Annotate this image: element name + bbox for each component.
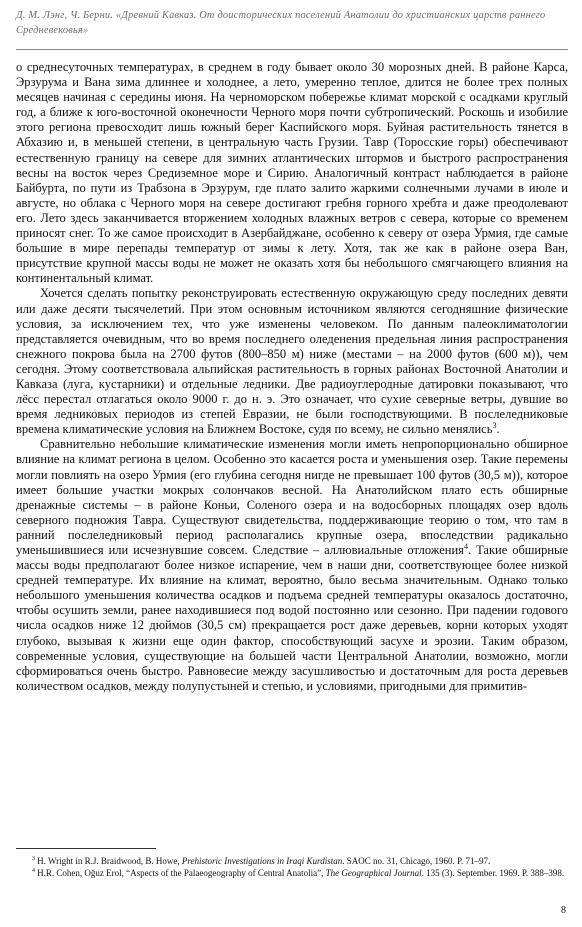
- footnote-3-number: 3: [32, 856, 35, 862]
- paragraph-3: [16, 437, 568, 694]
- body-text: [16, 60, 568, 694]
- footnote-ref-3[interactable]: 3: [492, 421, 497, 431]
- footnote-3-title: Prehistoric Investigations in Iraqi Kurdistan: [181, 856, 343, 866]
- footnote-rule: [16, 848, 156, 849]
- paragraph-1: о среднесуточных температурах, в среднем в году бывает около 30 морозных дней. В районе Карса, Эрзурума и Вана зима длиннее и холоднее, а лето, умеренно теплое, длится не более трех полных месяцев начиная с середины июня. На черноморском побережье климат морской с осадками круглый год, а ближе к юго-восточной оконечности Черного моря почти субтропический. Роскошь и изобилие этого региона превосходит лишь южный берег Каспийского моря. Буйная растительность тянется в Абхазию и, в меньшей степени, в центральную часть Грузии. Тавр (Торосские горы) обеспечивают естественную границу на севере для зимних атлантических штормов и быстрого распространения весны на восток через Средиземное море и Сирию. Аналогичный контраст наблюдается в районе Байбурта, по пути из Трабзона в Эрзурум, где плато залито жаркими солнечными лучами в июле и августе, но облака с Черного моря на севере достигают гребня горного хребта и даже преодолевают его. Лето здесь заканчивается вторжением холодных влажных ветров с севера, которые со временем приносят снег. То же самое происходит в Азербайджане, особенно к северу от озера Урмия, где самые большие в мире перепады температур от зимы к лету. Хотя, так же как в районе озера Ван, присутствие крупной массы воды не может не оказать хотя бы небольшого смягчающего влияния на континентальный климат.: [16, 60, 568, 286]
- footnote-4-text: H.R. Cohen, Oğuz Erol, “Aspects of the Palaeogeography of Central Anatolia”,: [37, 868, 326, 878]
- paragraph-3-text-a: Сравнительно небольшие климатические изменения могли иметь непропорционально обширное влияние на климат региона в целом. Особенно это касается роста и уменьшения озер. Такие перемены могли повлиять на озеро Урмия (его глубина сегодня нигде не превышает 100 футов (30,5 м)), которое имеет большие участки мокрых солончаков весной. На Анатолийском плато есть обширные дренажные системы – в районе Коньи, Соленого озера и на водосборных площадях озер вдоль северного подножия Тавра. Существуют свидетельства, поддерживающие теорию о том, что там в ранний послеледниковый период располагались крупные озера, впоследствии радикально уменьшившиеся или исчезнувшие совсем. Следствие – аллювиальные отложения: [16, 437, 568, 557]
- running-header: Д. М. Лэнг, Ч. Берни. «Древний Кавказ. От доисторических поселений Анатолии до христианских царств раннего Средневековья»: [16, 10, 546, 36]
- footnote-4-details: . 135 (3). September. 1969. P. 388–398.: [421, 868, 565, 878]
- paragraph-2: [16, 286, 568, 437]
- footnote-4-number: 4: [32, 868, 35, 874]
- paragraph-2-end: .: [496, 422, 500, 437]
- header-rule: [16, 49, 568, 50]
- footnote-3-text: H. Wright in R.J. Braidwood, B. Howe,: [37, 856, 182, 866]
- footnote-4: [16, 867, 568, 879]
- footnote-ref-4[interactable]: 4: [463, 541, 468, 551]
- footnote-4-title: The Geographical Journal: [325, 868, 422, 878]
- footnote-3: [16, 855, 568, 867]
- paragraph-3-text-b: . Такие обширные массы воды предполагают более низкое испарение, чем в наши дни, соответствующее более низкой средней температуре. Их влияние на климат, вероятно, было весьма значительным. Однако только небольшого уменьшения количества осадков и подъема средней температуры оказалось достаточно, чтобы осушить земли, ранее находившиеся под водой постоянно или сезонно. При падении годового числа осадков ниже 12 дюймов (30,5 см) прекращается рост даже деревьев, корни которых уходят глубоко, вызывая к жизни еще один фактор, способствующий засухе и эрозии. Таким образом, современные условия, существующие на большей части Центральной Анатолии, возможно, могли сформироваться очень быстро. Равновесие между засушливостью и достаточным для роста деревьев количеством осадков, между полупустыней и степью, и условиями, пригодными для примитив-: [16, 543, 569, 693]
- footnotes: [16, 855, 568, 879]
- paragraph-2-text: Хочется сделать попытку реконструировать естественную окружающую среду последних девяти или даже десяти тысячелетий. При этом основным источником являются сегодняшние физические условия, за исключением тех, что уже изменены человеком. По данным палеоклиматологии представляется очевидным, что во время последнего оледенения предельная линия распространения снежного покрова была на 2700 футов (800–850 м) ниже (местами – на 2000 футов (600 м)), чем сегодня. Этому соответствовала альпийская растительность в горных районах Восточной Анатолии и Кавказа (луга, кустарники) и отдельные ледники. Две радиоуглеродные датировки показывают, что лёсс перестал отлагаться около 9000 г. до н. э. Это означает, что сухие северные ветры, дувшие во время ледниковых периодов из степей Евразии, не были господствующими. В послеледниковые времена климатические условия на Ближнем Востоке, судя по всему, не сильно менялись: [16, 286, 568, 437]
- page-number: 8: [561, 905, 566, 916]
- footnote-3-details: . SAOC no. 31, Chicago, 1960. P. 71–97.: [342, 856, 491, 866]
